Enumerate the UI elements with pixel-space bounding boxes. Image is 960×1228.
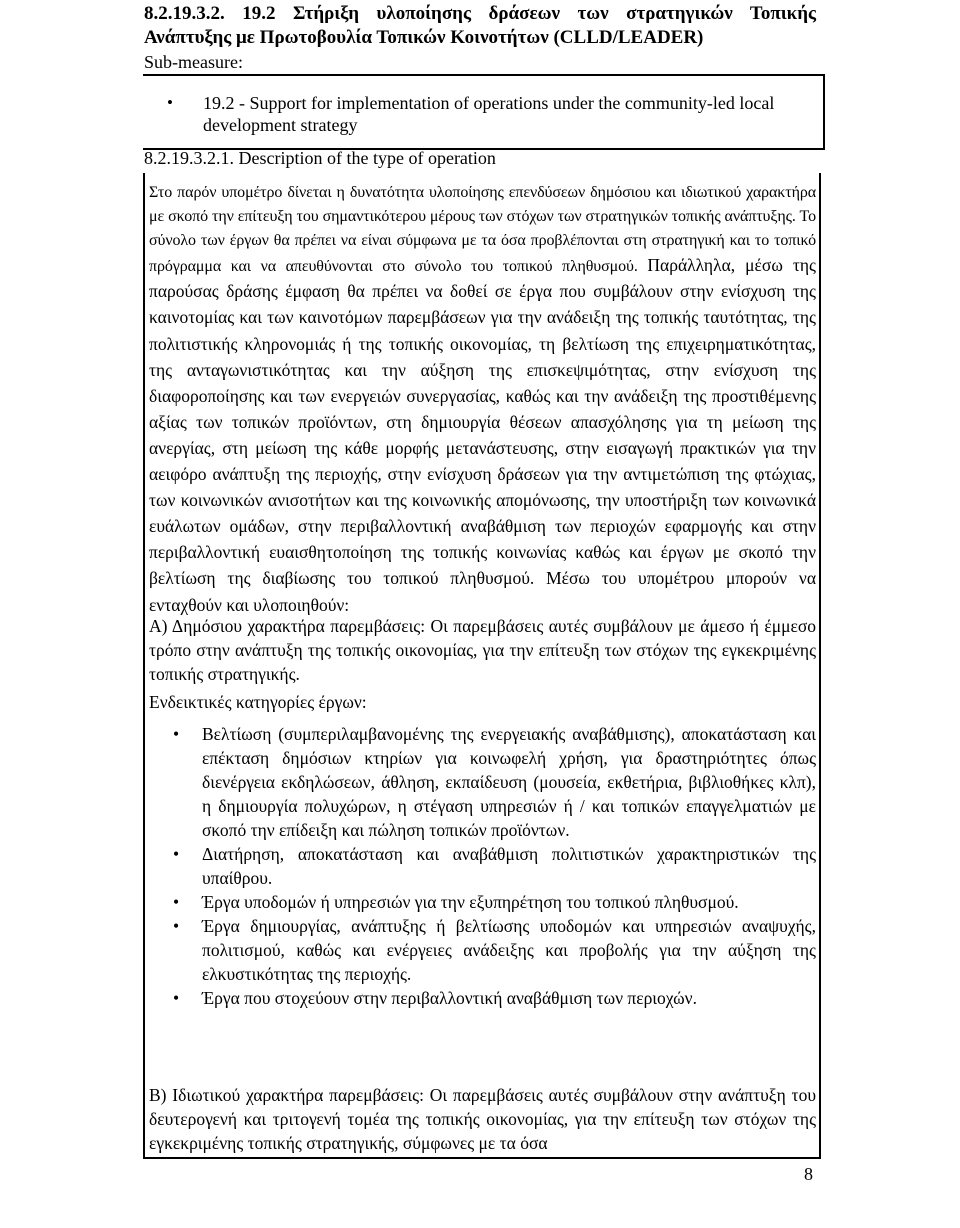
bullet-icon: • [173, 988, 180, 1008]
list-item-text: Έργα υποδομών ή υπηρεσιών για την εξυπηρέτηση του τοπικού πληθυσμού. [202, 892, 739, 912]
list-item-text: Έργα δημιουργίας, ανάπτυξης ή βελτίωσης υποδομών και υπηρεσιών αναψυχής, πολιτισμού, καθώς και ενέργειες ανάδειξης και προβολής για την αύξηση της ελκυστικότητας της περιοχής. [202, 916, 816, 984]
list-item-text: Διατήρηση, αποκατάσταση και αναβάθμιση πολιτιστικών χαρακτηριστικών της υπαίθρου. [202, 844, 816, 888]
list-item [149, 986, 816, 1010]
public-interventions-paragraph: Α) Δημόσιου χαρακτήρα παρεμβάσεις: Οι παρεμβάσεις αυτές συμβάλουν με άμεσο ή έμμεσο τρόπο στην ανάπτυξη της τοπικής οικονομίας, για την επίτευξη των στόχων της εγκεκριμένης τοπικής στρατηγικής. [149, 616, 816, 684]
submeasure-label: Sub-measure: [144, 52, 243, 72]
bullet-icon: • [173, 724, 180, 744]
submeasure-item [167, 92, 815, 136]
emphasis-paragraph: Παράλληλα, μέσω της παρούσας δράσης έμφαση θα πρέπει να δοθεί σε έργα που συμβάλουν στην ενίσχυση της καινοτομίας και των καινοτόμων παρεμβάσεων για την ανάδειξη της τοπικής ταυτότητας, της πολιτιστικής κληρονομιάς ή της τοπικής οικονομίας, τη βελτίωση της επιχειρηματικότητας, της ανταγωνιστικότητας και την αύξηση της επισκεψιμότητας, στην ενίσχυση της διαφοροποίησης και των ενεργειών συνεργασίας, καθώς και την ανάδειξη της προστιθέμενης αξίας των τοπικών προϊόντων, στη δημιουργία θέσεων απασχόλησης για τη μείωση της ανεργίας, στη μείωση της κάθε μορφής μετανάστευσης, στην εισαγωγή πρακτικών για την αειφόρο ανάπτυξη της περιοχής, στην ενίσχυση δράσεων για την αντιμετώπιση της φτώχιας, των κοινωνικών ανισοτήτων και της κοινωνικής απομόνωσης, την υποστήριξη των κοινωνικά ευάλωτων ομάδων, στην περιβαλλοντική αναβάθμιση των περιοχών εφαρμογής και στην περιβαλλοντική ευαισθητοποίηση της τοπικής κοινωνίας καθώς και έργων με σκοπό την βελτίωση της διαβίωσης του τοπικού πληθυσμού. Μέσω του υπομέτρου μπορούν να ενταχθούν και υλοποιηθούν: [149, 255, 816, 615]
list-item [149, 890, 816, 914]
list-item [149, 722, 816, 842]
list-item-text: Έργα που στοχεύουν στην περιβαλλοντική αναβάθμιση των περιοχών. [202, 988, 697, 1008]
submeasure-box [143, 74, 825, 150]
bullet-icon: • [173, 844, 180, 864]
list-item [149, 842, 816, 890]
description-body [149, 181, 816, 619]
section-heading: 8.2.19.3.2. 19.2 Στήριξη υλοποίησης δράσεων των στρατηγικών Τοπικής Ανάπτυξης με Πρωτοβουλία Τοπικών Κοινοτήτων (CLLD/LEADER) [144, 3, 816, 48]
private-interventions-paragraph: Β) Ιδιωτικού χαρακτήρα παρεμβάσεις: Οι παρεμβάσεις αυτές συμβάλουν στην ανάπτυξη του δευτερογενή και τριτογενή τομέα της τοπικής οικονομίας, για την επίτευξη των στόχων της εγκεκριμένης τοπικής στρατηγικής, σύμφωνες με τα όσα [149, 1085, 816, 1153]
intro-paragraph: Στο παρόν υπομέτρο δίνεται η δυνατότητα υλοποίησης επενδύσεων δημόσιου και ιδιωτικού χαρακτήρα με σκοπό την επίτευξη του σημαντικότερου μέρους των στόχων των στρατηγικών τοπικής ανάπτυξης. Το σύνολο των έργων θα πρέπει να είναι σύμφωνα με τα όσα προβλέπονται στη στρατηγική και το τοπικό πρόγραμμα και να απευθύνονται στο σύνολο του τοπικού πληθυσμού. [149, 184, 816, 276]
list-item [149, 914, 816, 986]
page-number: 8 [804, 1164, 813, 1184]
bullet-icon: • [167, 93, 173, 112]
categories-list [149, 722, 816, 1010]
list-item-text: Βελτίωση (συμπεριλαμβανομένης της ενεργειακής αναβάθμισης), αποκατάσταση και επέκταση δημόσιων κτηρίων για κοινωφελή χρήση, για δραστηριότητες όπως διενέργεια εκδηλώσεων, άθληση, εκπαίδευση (μουσεία, εκθετήρια, βιβλιοθήκες κλπ), η δημιουργία πολυχώρων, η στέγαση υπηρεσιών ή / και τοπικών επαγγελματιών με σκοπό την επίδειξη και πώληση τοπικών προϊόντων. [202, 724, 816, 840]
section-subtitle: 8.2.19.3.2.1. Description of the type of operation [144, 148, 496, 168]
categories-label: Ενδεικτικές κατηγορίες έργων: [149, 692, 367, 712]
bullet-icon: • [173, 916, 180, 936]
bullet-icon: • [173, 892, 180, 912]
submeasure-text: 19.2 - Support for implementation of operations under the community-led local development strategy [203, 93, 775, 135]
